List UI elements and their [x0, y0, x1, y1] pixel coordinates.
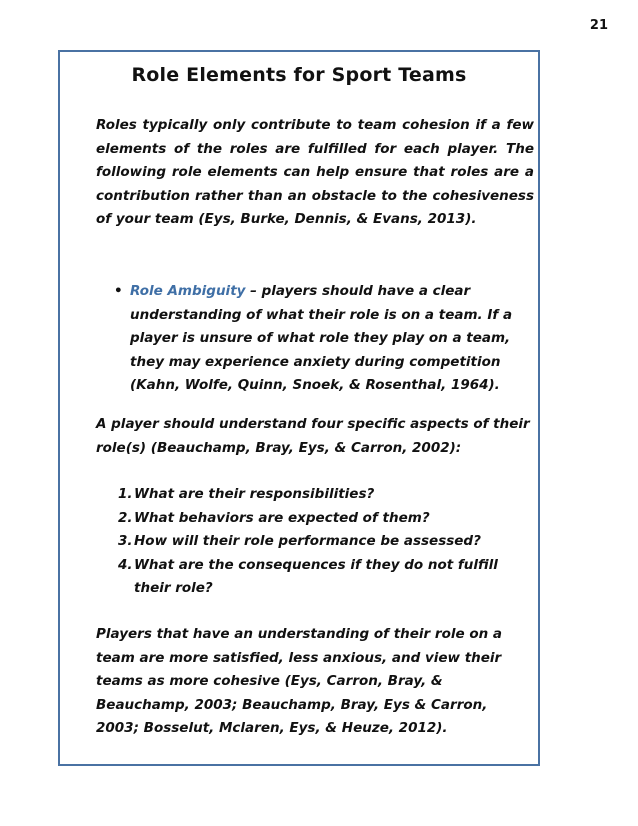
list-item: [118, 483, 528, 507]
list-item-text: What are their responsibilities?: [134, 486, 375, 502]
aspects-intro-paragraph: A player should understand four specific aspects of their role(s) (Beauchamp, Bray, Eys, & Carron, 2002):: [96, 416, 530, 456]
list-item-number: 2.: [118, 509, 133, 526]
aspects-list: [118, 483, 528, 601]
list-item-text: What are the consequences if they do not fulfill their role?: [134, 556, 498, 596]
page-number: 21: [589, 18, 608, 33]
list-item-number: 1.: [118, 486, 133, 502]
bullet-term: Role Ambiguity: [130, 283, 246, 299]
list-item: [118, 554, 528, 601]
intro-paragraph: Roles typically only contribute to team cohesion if a few elements of the roles are fulfilled for each player. The following role elements can help ensure that roles are a contribution rather than an obstacle to the cohesiveness of your team (Eys, Burke, Dennis, & Evans, 2013).: [96, 117, 534, 227]
role-ambiguity-bullet: [114, 280, 534, 398]
list-item: [118, 507, 528, 531]
bullet-dot-icon: •: [114, 283, 123, 299]
bullet-description: – players should have a clear understanding of what their role is on a team. If a player is unsure of what role they play on a team, they may experience anxiety during competition (Kahn, Wolfe, Quinn, Snoek, & Rosenthal, 1964).: [130, 283, 513, 393]
list-item-number: 3.: [118, 533, 133, 549]
list-item: [118, 530, 528, 554]
list-item-number: 4.: [118, 556, 133, 573]
page-title: Role Elements for Sport Teams: [131, 64, 467, 86]
list-item-text: How will their role performance be assessed?: [134, 533, 481, 549]
bullet-text: [130, 280, 534, 398]
conclusion-paragraph: Players that have an understanding of their role on a team are more satisfied, less anxious, and view their teams as more cohesive (Eys, Carron, Bray, & Beauchamp, 2003; Beauchamp, Bray, Eys & Carron, 2003; Bosselut, Mclaren, Eys, & Heuze, 2012).: [96, 626, 503, 736]
list-item-text: What behaviors are expected of them?: [134, 509, 430, 526]
